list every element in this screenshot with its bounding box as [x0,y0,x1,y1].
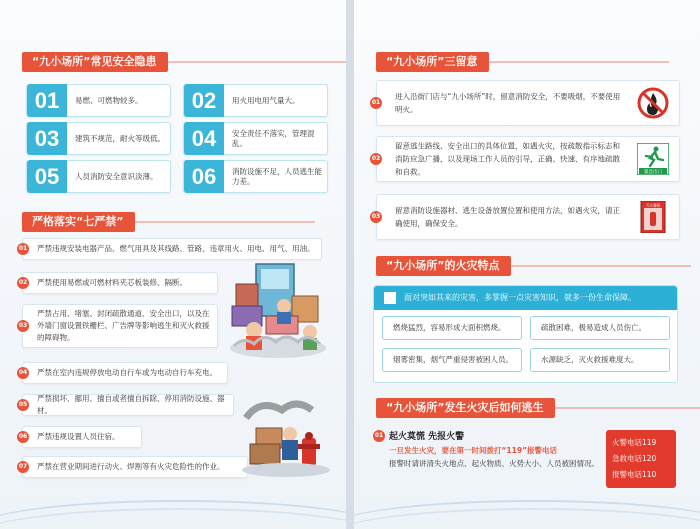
hazard-card [183,122,328,155]
prohibition-item [18,304,218,348]
attention-text: 留意消防设施器材、逃生设备放置位置和使用方法，如遇火灾，请正确使用，确保安全。 [395,206,620,228]
fire-features-section-title: “九小场所”的火灾特点 [376,256,511,276]
item-number-badge: 02 [370,153,382,165]
hazard-number: 02 [184,84,224,117]
prohibition-item [18,456,248,478]
fire-feature-card: 燃烧猛烈，容易形成大面积燃烧。 [382,316,522,340]
hazard-card [183,84,328,117]
prohibition-text: 严禁使用易燃或可燃材料夹芯板装修、隔断。 [37,278,187,287]
hazard-card [26,84,171,117]
no-fire-icon [637,87,669,119]
hazard-text: 消防设施不足，人员逃生能力差。 [232,166,322,186]
left-page [0,0,346,529]
item-number-badge: 01 [373,430,385,442]
hazard-number: 03 [27,122,67,155]
ambulance-phone: 急救电话120 [612,454,657,463]
hazard-text: 安全责任不落实，管理混乱。 [232,128,315,148]
attention-item [371,136,680,182]
attention-item [371,194,680,240]
prohibition-text: 严禁违规设置人员住宿。 [37,432,120,441]
fire-feature-card: 烟雾密集，烟气严重侵害被困人员。 [382,348,522,372]
emergency-exit-icon [637,143,669,175]
fire-feature-card: 疏散困难，极易造成人员伤亡。 [530,316,670,340]
prohibition-text: 严禁损坏、挪用、擅自或者擅自拆除、停用消防设施、器材。 [37,394,225,415]
escape-section-title: “九小场所”发生火灾后如何逃生 [376,398,555,418]
item-number-badge: 03 [370,211,382,223]
escape-alert-line: 一旦发生火灾，要在第一时间拨打“119”报警电话 [389,446,558,455]
prohibition-item [18,394,234,416]
attention-item [371,80,680,126]
hazards-section-title: “九小场所”常见安全隐患 [22,52,168,72]
prohibition-text: 严禁在室内违规停放电动自行车或为电动自行车充电。 [37,368,217,377]
prohibition-item [18,272,218,294]
prohibition-text: 严禁在营业期间进行动火、焊割等有火灾危险性的作业。 [37,462,225,471]
hazard-card [26,122,171,155]
prohibitions-section-title: 严格落实“七严禁” [22,212,135,232]
prohibition-text: 严禁违规安装电器产品、燃气用具及其线路、管路，违章用火、用电、用气、用油。 [37,244,315,253]
fire-hydrant-cabinet-icon [637,201,669,233]
exit-sign-label: 紧急出口 [644,170,662,175]
attention-text: 留意逃生路线、安全出口的具体位置，如遇火灾，按疏散指示标志和消防应急广播，以及现场工作人员的引导，正确、快速、有序地疏散和自救。 [395,141,620,177]
page-gutter [346,0,354,529]
fire-feature-card: 水源缺乏，灭火救援难度大。 [530,348,670,372]
item-number-badge: 05 [17,399,29,411]
attention-text: 进入沿街门店与“九小场所”时，留意消防安全，不要吸烟，不要使用明火。 [395,92,621,114]
emergency-phone-panel [606,430,676,488]
fire-phone: 火警电话119 [612,438,657,447]
hazard-number: 05 [27,160,67,193]
prohibition-item [18,426,142,448]
hazard-card [26,160,171,193]
decorative-wave [354,0,700,42]
fire-features-panel [373,285,678,383]
prohibition-item [18,362,228,384]
hazard-card [183,160,328,193]
cabinet-label: 灭火器箱 [645,203,661,208]
hazard-number: 06 [184,160,224,193]
escape-heading: 起火莫慌 先报火警 [389,432,465,442]
item-number-badge: 01 [17,243,29,255]
item-number-badge: 03 [17,320,29,332]
hazard-number: 04 [184,122,224,155]
escape-note: 报警时请讲清失火地点、起火物质、火势大小、人员被困情况。 [389,459,599,468]
hazard-text: 易燃、可燃物较多。 [75,95,143,105]
fire-intro-text: 面对突如其来的灾害，多掌握一点灾害知识，就多一份生命保障。 [404,293,636,302]
prohibition-text: 严禁占用、堵塞、封闭疏散通道、安全出口，以及在外墙门窗设置铁栅栏、广告牌等影响逃生和灭火救援的障碍物。 [37,309,210,342]
police-phone: 报警电话110 [612,470,657,479]
decorative-wave [0,0,346,42]
attention-section-title: “九小场所”三留意 [376,52,489,72]
item-number-badge: 02 [17,277,29,289]
fire-features-intro [374,286,677,310]
hazard-number: 01 [27,84,67,117]
damaged-hydrant-illustration-icon [236,400,332,480]
item-number-badge: 07 [17,461,29,473]
hazard-text: 建筑不规范，耐火等级低。 [75,133,165,143]
blocked-exit-illustration-icon [226,250,330,360]
item-number-badge: 04 [17,367,29,379]
item-number-badge: 06 [17,431,29,443]
hazard-text: 人员消防安全意识淡薄。 [75,171,158,181]
item-number-badge: 01 [370,97,382,109]
hazard-text: 用火用电用气量大。 [232,95,300,105]
checkbox-icon [384,292,396,304]
